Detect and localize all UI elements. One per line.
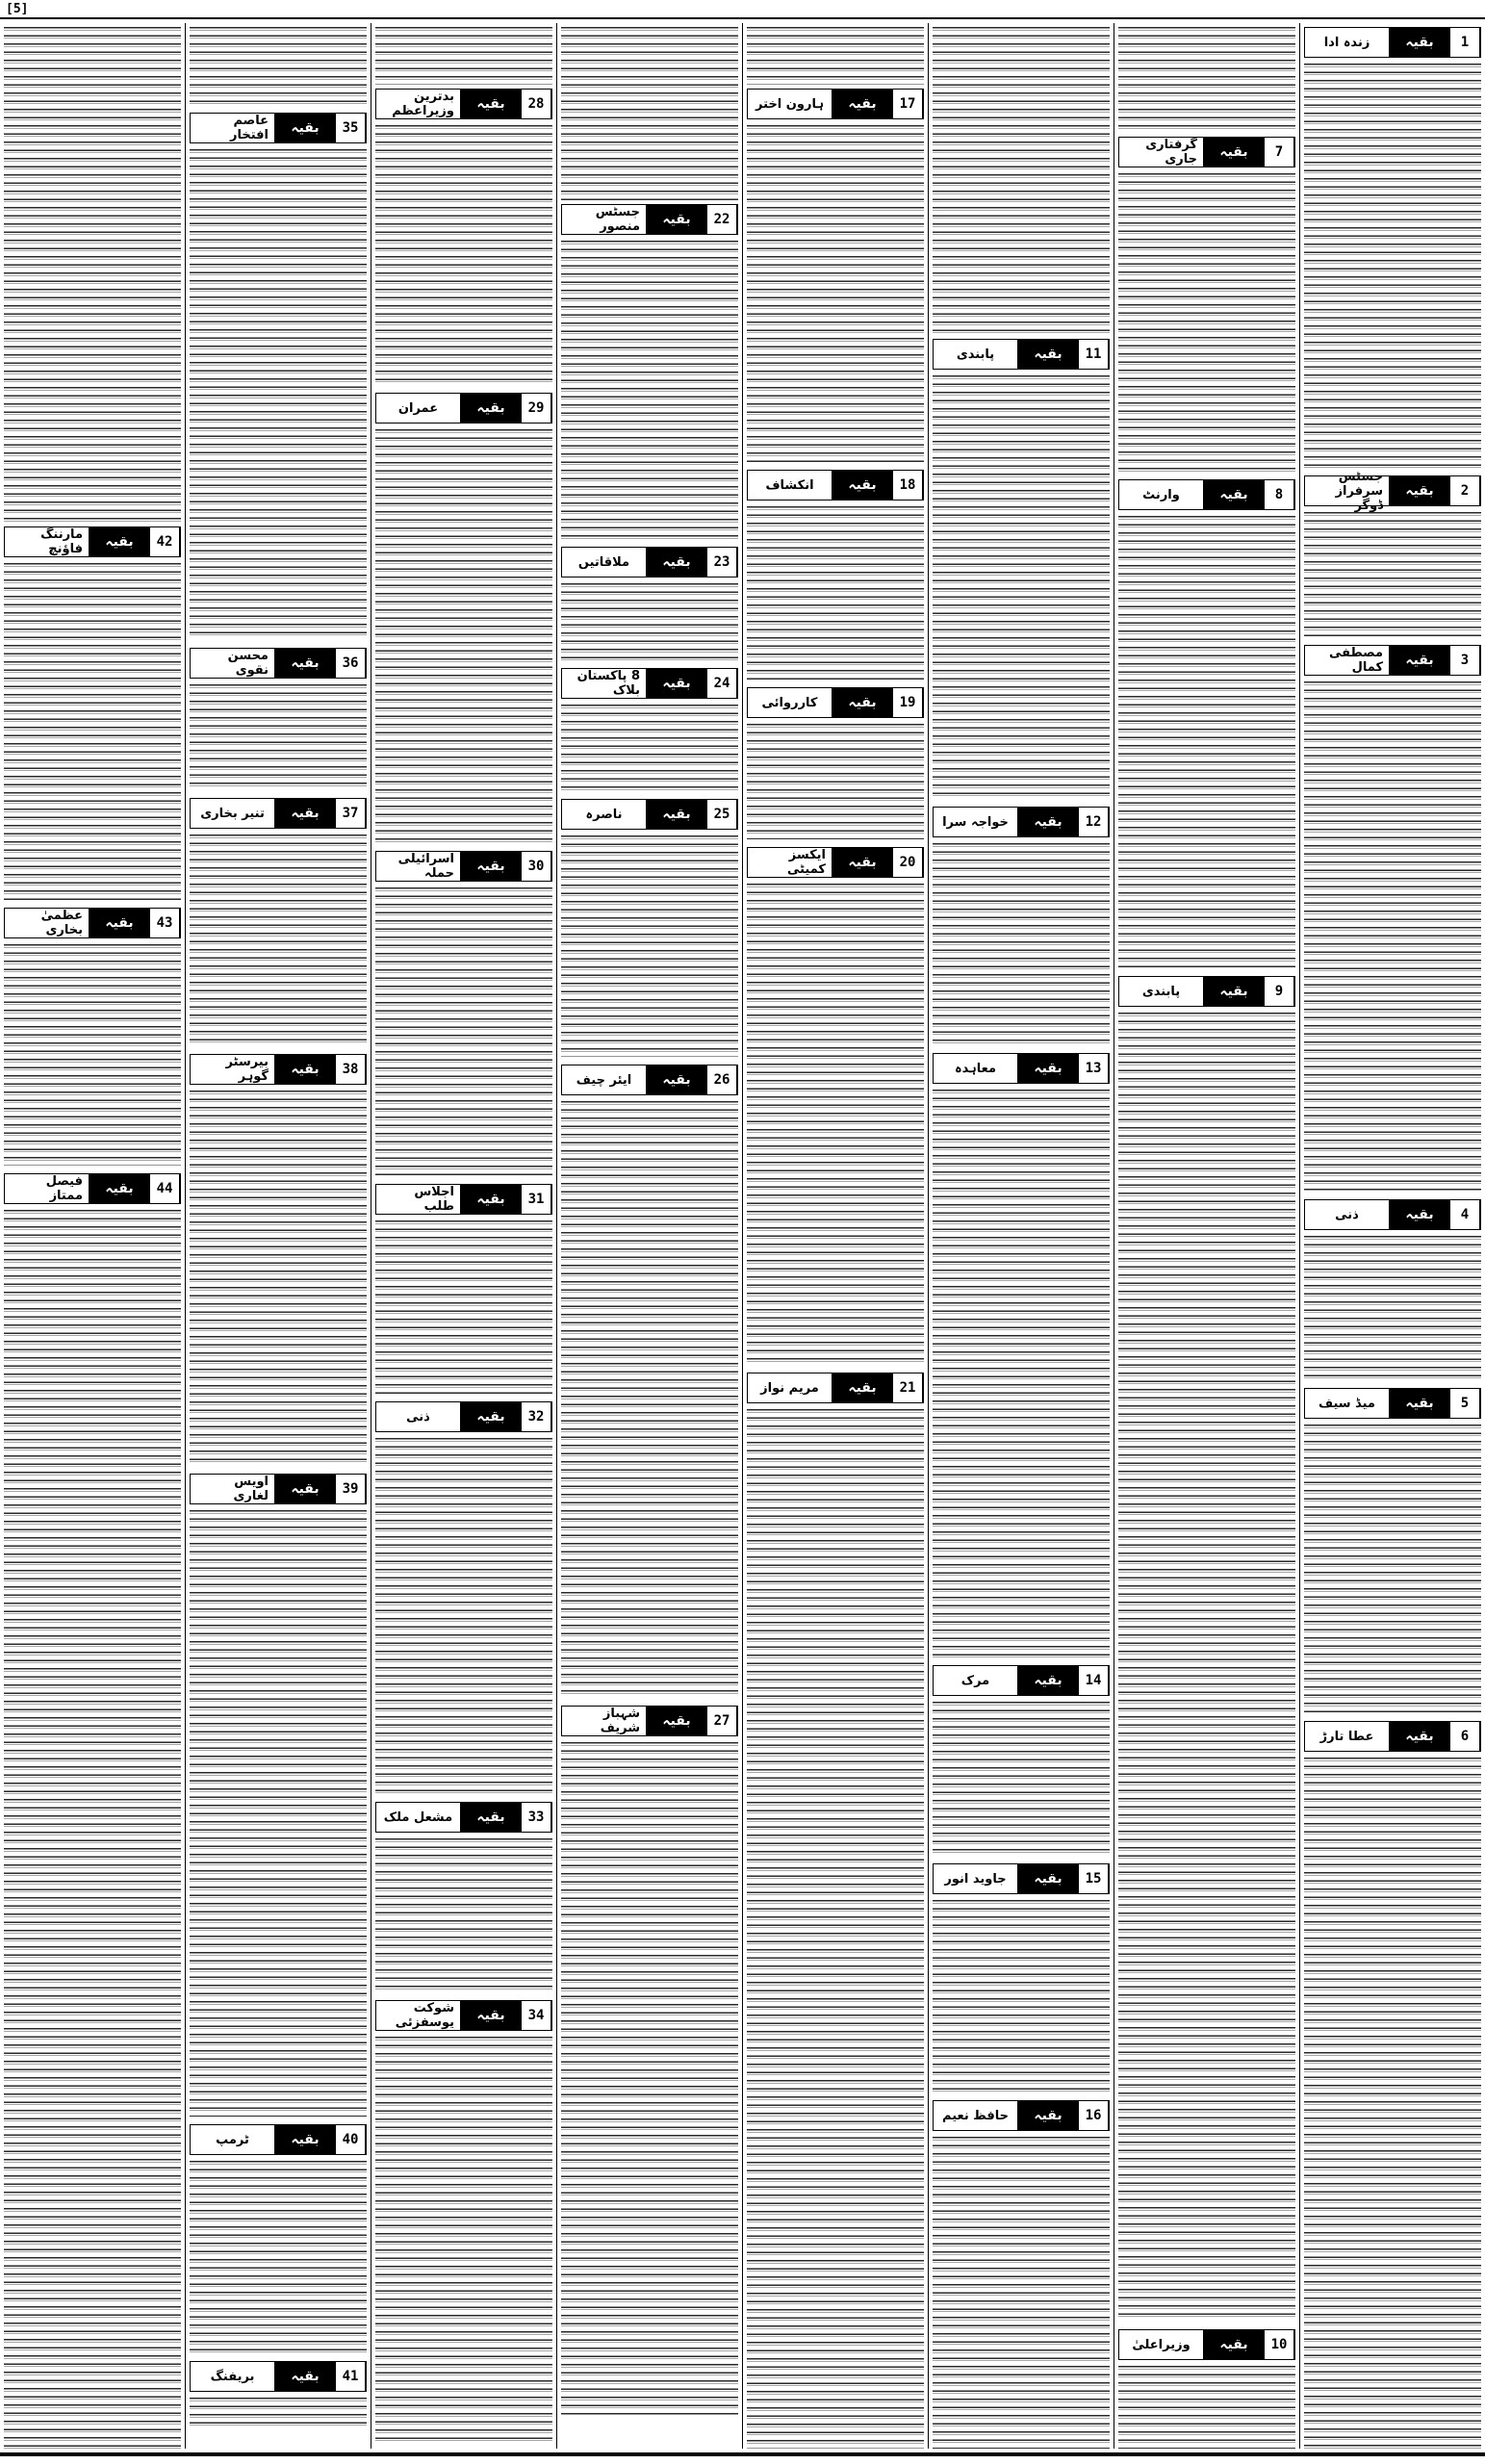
continuation-label: بقیہ	[1203, 480, 1265, 509]
continuation-label: بقیہ	[1017, 1666, 1079, 1695]
continuation-title: ایکسز کمیٹی	[748, 848, 832, 877]
continuation-38	[190, 1054, 367, 1466]
continuation-1	[1304, 27, 1481, 468]
continuation-9	[1118, 976, 1295, 2322]
continuation-label: بقیہ	[274, 2125, 336, 2154]
continuation-header	[933, 2100, 1110, 2131]
continuation-label: بقیہ	[460, 1185, 522, 1214]
continuation-header	[375, 1401, 552, 1432]
article-text	[933, 27, 1110, 335]
continuation-number: 42	[150, 527, 180, 556]
article-text	[375, 2037, 552, 2441]
continuation-header	[747, 470, 924, 500]
continuation-label: بقیہ	[1389, 1200, 1450, 1229]
continuation-title: مریم نواز	[748, 1373, 832, 1402]
continuation-label: بقیہ	[89, 1174, 150, 1203]
continuation-title: 8 پاکستان بلاک	[562, 669, 646, 698]
continuation-44	[4, 1173, 181, 2449]
continuation-header	[375, 89, 552, 119]
continuation-number: 34	[522, 2001, 551, 2030]
continuation-title: مشعل ملک	[376, 1803, 460, 1832]
continuation-title: عظمیٰ بخاری	[5, 909, 89, 937]
continuation-label: بقیہ	[1389, 28, 1450, 57]
column-6	[371, 23, 556, 2449]
continuation-header	[375, 1802, 552, 1833]
continuation-title: خواجہ سرا	[934, 808, 1017, 836]
article-text	[375, 125, 552, 385]
continuation-13	[933, 1053, 1110, 1657]
continuation-number: 37	[336, 799, 366, 828]
continuation-number: 19	[893, 688, 923, 717]
continuation-number: 22	[707, 205, 737, 234]
continuation-2	[1304, 469, 1481, 637]
continuation-label: بقیہ	[274, 1475, 336, 1503]
continuation-label: بقیہ	[646, 205, 707, 234]
continuation-number: 43	[150, 909, 180, 937]
continuation-header	[747, 89, 924, 119]
continuation-40	[190, 2124, 367, 2353]
article-text	[375, 1838, 552, 1992]
continuation-number: 18	[893, 471, 923, 500]
article-text	[561, 705, 738, 791]
continuation-number: 7	[1265, 138, 1294, 167]
column-4	[742, 23, 928, 2449]
continuation-27	[561, 1706, 738, 2416]
continuation-number: 21	[893, 1373, 923, 1402]
continuation-number: 27	[707, 1707, 737, 1735]
continuation-number: 15	[1079, 1864, 1109, 1893]
continuation-number: 32	[522, 1402, 551, 1431]
article-text	[747, 506, 924, 680]
article-text	[1304, 1236, 1481, 1380]
continuation-header	[561, 799, 738, 830]
article-text	[747, 27, 924, 85]
continuation-title: پابندی	[934, 340, 1017, 369]
article-text	[4, 1210, 181, 2449]
continuation-title: مصطفی کمال	[1305, 646, 1389, 675]
continuation-label: بقیہ	[274, 1055, 336, 1084]
continuation-26	[561, 1065, 738, 1698]
article-text	[933, 1090, 1110, 1657]
continuation-7	[1118, 137, 1295, 472]
continuation-23	[561, 547, 738, 660]
continuation-header	[190, 1474, 367, 1504]
continuation-title: بریفنگ	[191, 2362, 274, 2391]
continuation-number: 23	[707, 548, 737, 577]
article-text	[747, 884, 924, 1365]
article-text	[375, 1220, 552, 1394]
article-text	[190, 1091, 367, 1466]
article-text	[933, 375, 1110, 799]
continuation-36	[190, 648, 367, 790]
continuation-label: بقیہ	[832, 471, 893, 500]
continuation-label: بقیہ	[832, 90, 893, 118]
column-5	[556, 23, 742, 2449]
continuation-number: 25	[707, 800, 737, 829]
continuation-number: 28	[522, 90, 551, 118]
continuation-21	[747, 1373, 924, 2449]
continuation-title: جسٹس منصور	[562, 205, 646, 234]
continuation-label: بقیہ	[832, 688, 893, 717]
continuation-title: تنیر بخاری	[191, 799, 274, 828]
continuation-header	[561, 204, 738, 235]
continuation-number: 38	[336, 1055, 366, 1084]
continuation-title: ہارون اختر	[748, 90, 832, 118]
continuation-title: بدترین وزیراعظم	[376, 90, 460, 118]
continuation-header	[561, 547, 738, 578]
continuation-20	[747, 847, 924, 1365]
continuation-15	[933, 1863, 1110, 2092]
article-text	[190, 2161, 367, 2353]
continuation-5	[1304, 1388, 1481, 1713]
continuation-title: معاہدہ	[934, 1054, 1017, 1083]
continuation-title: عطا تارڑ	[1305, 1722, 1389, 1751]
continuation-43	[4, 908, 181, 1166]
continuation-label: بقیہ	[1017, 2101, 1079, 2130]
continuation-number: 9	[1265, 977, 1294, 1006]
continuation-label: بقیہ	[832, 1373, 893, 1402]
continuation-label: بقیہ	[460, 90, 522, 118]
article-text	[190, 2398, 367, 2426]
continuation-title: ناصرہ	[562, 800, 646, 829]
article-text	[190, 149, 367, 640]
article-text	[1118, 173, 1295, 472]
continuation-header	[1118, 2329, 1295, 2360]
continuation-header	[190, 113, 367, 143]
continuation-3	[1304, 645, 1481, 1192]
continuation-title: وارنٹ	[1119, 480, 1203, 509]
continuation-label: بقیہ	[1017, 1054, 1079, 1083]
continuation-label: بقیہ	[646, 1707, 707, 1735]
continuation-label: بقیہ	[1203, 2330, 1265, 2359]
continuation-title: عمران	[376, 394, 460, 423]
article-text	[747, 125, 924, 462]
continuation-number: 13	[1079, 1054, 1109, 1083]
continuation-title: اسرائیلی حملہ	[376, 852, 460, 881]
article-text	[1118, 516, 1295, 968]
continuation-label: بقیہ	[646, 548, 707, 577]
continuation-header	[375, 2000, 552, 2031]
continuation-header	[1304, 27, 1481, 58]
continuation-label: بقیہ	[460, 1803, 522, 1832]
continuation-label: بقیہ	[1389, 1722, 1450, 1751]
continuation-title: شوکت یوسفزئی	[376, 2001, 460, 2030]
continuation-title: فیصل ممتاز	[5, 1174, 89, 1203]
article-text	[1304, 681, 1481, 1192]
continuation-39	[190, 1474, 367, 2117]
continuation-title: ذنی	[376, 1402, 460, 1431]
continuation-title: انکشاف	[748, 471, 832, 500]
continuation-label: بقیہ	[1203, 138, 1265, 167]
continuation-number: 1	[1450, 28, 1480, 57]
continuation-8	[1118, 479, 1295, 968]
article-text	[1304, 64, 1481, 468]
continuation-title: عاصم افتخار	[191, 114, 274, 142]
article-text	[747, 1409, 924, 2449]
continuation-header	[933, 339, 1110, 370]
continuation-32	[375, 1401, 552, 1794]
article-text	[561, 583, 738, 660]
continuation-6	[1304, 1721, 1481, 2449]
continuation-22	[561, 204, 738, 539]
continuation-25	[561, 799, 738, 1057]
continuation-number: 39	[336, 1475, 366, 1503]
continuation-header	[747, 687, 924, 718]
top-rule	[0, 17, 1485, 19]
article-text	[375, 27, 552, 85]
continuation-title: ایئر چیف	[562, 1065, 646, 1094]
continuation-label: بقیہ	[89, 527, 150, 556]
continuation-number: 11	[1079, 340, 1109, 369]
continuation-label: بقیہ	[832, 848, 893, 877]
continuation-label: بقیہ	[1389, 1389, 1450, 1418]
continuation-number: 29	[522, 394, 551, 423]
continuation-29	[375, 393, 552, 843]
continuation-title: مرک	[934, 1666, 1017, 1695]
continuation-33	[375, 1802, 552, 1992]
article-text	[933, 1900, 1110, 2092]
continuation-label: بقیہ	[1389, 476, 1450, 505]
continuation-label: بقیہ	[274, 649, 336, 678]
continuation-header	[1118, 976, 1295, 1007]
continuation-number: 30	[522, 852, 551, 881]
continuation-label: بقیہ	[646, 669, 707, 698]
continuation-18	[747, 470, 924, 680]
continuation-number: 41	[336, 2362, 366, 2391]
article-text	[561, 27, 738, 200]
continuation-title: حافظ نعیم	[934, 2101, 1017, 2130]
continuation-header	[1304, 1388, 1481, 1419]
continuation-title: مارننگ فاؤنچ	[5, 527, 89, 556]
continuation-header	[933, 1863, 1110, 1894]
continuation-number: 14	[1079, 1666, 1109, 1695]
continuation-label: بقیہ	[274, 2362, 336, 2391]
continuation-title: بیرسٹر گوہر	[191, 1055, 274, 1084]
continuation-header	[190, 2361, 367, 2392]
continuation-header	[190, 1054, 367, 1085]
article-text	[190, 684, 367, 790]
continuation-37	[190, 798, 367, 1046]
article-text	[933, 2137, 1110, 2449]
continuation-number: 40	[336, 2125, 366, 2154]
continuation-number: 35	[336, 114, 366, 142]
continuation-header	[375, 393, 552, 424]
continuation-header	[190, 648, 367, 679]
continuation-number: 2	[1450, 476, 1480, 505]
article-text	[1118, 2366, 1295, 2449]
continuation-label: بقیہ	[1203, 977, 1265, 1006]
article-text	[561, 241, 738, 539]
continuation-number: 17	[893, 90, 923, 118]
continuation-label: بقیہ	[1017, 1864, 1079, 1893]
continuation-header	[375, 851, 552, 882]
article-text	[561, 1101, 738, 1698]
continuation-30	[375, 851, 552, 1176]
continuation-title: ٹرمپ	[191, 2125, 274, 2154]
article-text	[4, 944, 181, 1166]
continuation-number: 44	[150, 1174, 180, 1203]
continuation-number: 33	[522, 1803, 551, 1832]
continuation-number: 5	[1450, 1389, 1480, 1418]
article-text	[1304, 1424, 1481, 1713]
continuation-header	[4, 1173, 181, 1204]
article-text	[190, 27, 367, 109]
column-3	[928, 23, 1114, 2449]
continuation-number: 26	[707, 1065, 737, 1094]
continuation-title: ذنی	[1305, 1200, 1389, 1229]
continuation-34	[375, 2000, 552, 2441]
article-text	[1304, 1758, 1481, 2449]
continuation-number: 3	[1450, 646, 1480, 675]
continuation-header	[190, 2124, 367, 2155]
continuation-header	[1118, 137, 1295, 167]
page-number: [5]	[6, 2, 29, 16]
continuation-41	[190, 2361, 367, 2426]
continuation-label: بقیہ	[460, 394, 522, 423]
continuation-label: بقیہ	[274, 799, 336, 828]
continuation-header	[933, 1053, 1110, 1084]
continuation-17	[747, 89, 924, 462]
continuation-number: 16	[1079, 2101, 1109, 2130]
continuation-label: بقیہ	[646, 1065, 707, 1094]
article-text	[933, 1702, 1110, 1856]
continuation-label: بقیہ	[460, 2001, 522, 2030]
continuation-header	[1304, 469, 1481, 513]
article-text	[190, 1510, 367, 2117]
column-1	[1299, 23, 1485, 2449]
continuation-label: بقیہ	[646, 800, 707, 829]
continuation-title: پابندی	[1119, 977, 1203, 1006]
continuation-16	[933, 2100, 1110, 2449]
continuation-number: 12	[1079, 808, 1109, 836]
continuation-24	[561, 668, 738, 791]
article-text	[561, 835, 738, 1057]
continuation-label: بقیہ	[1017, 808, 1079, 836]
continuation-label: بقیہ	[460, 852, 522, 881]
continuation-number: 20	[893, 848, 923, 877]
continuation-title: زندہ ادا	[1305, 28, 1389, 57]
continuation-number: 36	[336, 649, 366, 678]
article-text	[1304, 512, 1481, 637]
continuation-header	[1304, 1721, 1481, 1752]
continuation-title: گرفتاری جاری	[1119, 138, 1203, 167]
continuation-header	[561, 1065, 738, 1095]
continuation-label: بقیہ	[1017, 340, 1079, 369]
article-text	[375, 429, 552, 843]
continuation-number: 31	[522, 1185, 551, 1214]
continuation-title: جاوید انور	[934, 1864, 1017, 1893]
continuation-11	[933, 339, 1110, 799]
continuation-12	[933, 807, 1110, 1045]
continuation-header	[747, 1373, 924, 1403]
column-7	[185, 23, 371, 2449]
continuation-label: بقیہ	[1389, 646, 1450, 675]
article-text	[1118, 1013, 1295, 2322]
continuation-header	[933, 807, 1110, 837]
continuation-label: بقیہ	[274, 114, 336, 142]
article-text	[561, 1742, 738, 2416]
article-text	[747, 724, 924, 839]
continuation-header	[4, 526, 181, 557]
continuation-14	[933, 1665, 1110, 1856]
continuation-number: 24	[707, 669, 737, 698]
continuation-title: محسن نقوی	[191, 649, 274, 678]
continuation-header	[1118, 479, 1295, 510]
continuation-label: بقیہ	[460, 1402, 522, 1431]
continuation-number: 6	[1450, 1722, 1480, 1751]
article-text	[375, 887, 552, 1176]
continuation-title: اویس لغاری	[191, 1475, 274, 1503]
column-2	[1114, 23, 1299, 2449]
continuation-31	[375, 1184, 552, 1394]
continuation-10	[1118, 2329, 1295, 2449]
continuation-header	[190, 798, 367, 829]
continuation-number: 8	[1265, 480, 1294, 509]
article-text	[190, 834, 367, 1046]
bottom-rule	[0, 2452, 1485, 2456]
continuation-header	[561, 668, 738, 699]
continuation-title: اجلاس طلب	[376, 1185, 460, 1214]
continuation-title: شہباز شریف	[562, 1707, 646, 1735]
continuation-header	[747, 847, 924, 878]
continuation-header	[375, 1184, 552, 1215]
continuation-4	[1304, 1199, 1481, 1380]
continuation-header	[1304, 645, 1481, 676]
continuation-35	[190, 113, 367, 640]
newspaper-columns	[0, 23, 1485, 2449]
continuation-title: کارروائی	[748, 688, 832, 717]
article-text	[1118, 27, 1295, 133]
article-text	[933, 843, 1110, 1045]
continuation-title: جسٹس سرفراز ڈوگر	[1305, 476, 1389, 505]
continuation-number: 4	[1450, 1200, 1480, 1229]
column-8	[0, 23, 185, 2449]
continuation-header	[561, 1706, 738, 1736]
continuation-header	[4, 908, 181, 938]
continuation-header	[1304, 1199, 1481, 1230]
continuation-42	[4, 526, 181, 900]
continuation-28	[375, 89, 552, 385]
continuation-title: میڈ سیف	[1305, 1389, 1389, 1418]
article-text	[375, 1438, 552, 1794]
continuation-number: 10	[1265, 2330, 1294, 2359]
continuation-label: بقیہ	[89, 909, 150, 937]
article-text	[4, 563, 181, 900]
continuation-header	[933, 1665, 1110, 1696]
article-text	[4, 27, 181, 523]
continuation-title: ملاقاتیں	[562, 548, 646, 577]
continuation-title: وزیراعلیٰ	[1119, 2330, 1203, 2359]
continuation-19	[747, 687, 924, 839]
